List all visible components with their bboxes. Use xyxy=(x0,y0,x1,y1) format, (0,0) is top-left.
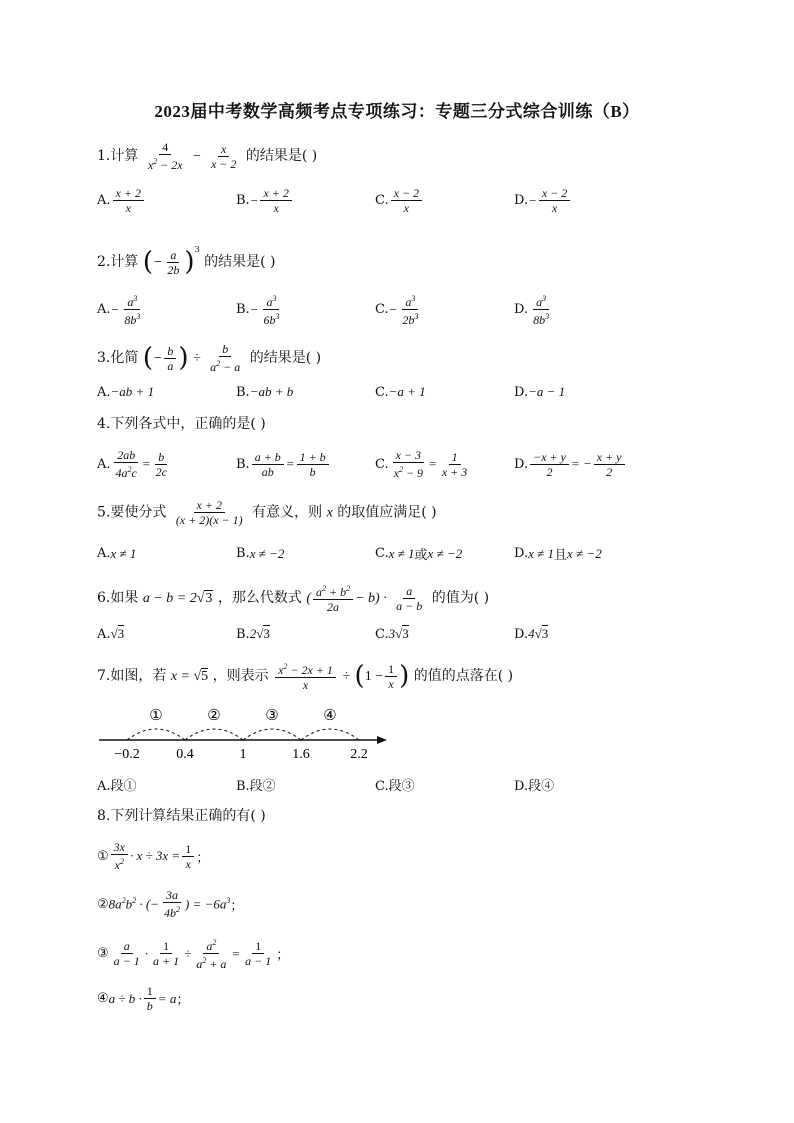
question-8: 8.下列计算结果正确的有( ) xyxy=(97,808,266,824)
segment-1-label: ① xyxy=(149,706,163,724)
q8-item-1: ① $\frac{3x}{x^2}$ · x ÷ 3x = $\frac{1}{x}$ ； xyxy=(97,840,210,872)
tick-label-neg-0-2: −0.2 xyxy=(114,747,140,762)
number-line-figure xyxy=(97,700,397,768)
q1-option-d[interactable]: D. − $\frac{x - 2}{x}$ xyxy=(514,186,653,215)
q2-option-a[interactable]: A. − $\frac{a^3}{8b^3}$ xyxy=(97,294,141,327)
segment-4-label: ④ xyxy=(323,706,337,724)
q8-item-2: ② $8a^2b^2$ · (− $\frac{3a}{4b^2}$ ) = $-6a^3$ ； xyxy=(97,888,244,920)
q1-option-a[interactable]: A. $\frac{x + 2}{x}$ xyxy=(97,186,236,215)
q5-option-c[interactable]: C. x ≠ 1 或 x ≠ −2 xyxy=(375,545,463,563)
question-7-options xyxy=(97,775,707,794)
question-5-suffix: 的取值应满足( ) xyxy=(337,504,437,521)
question-3-options xyxy=(97,384,707,400)
q4-option-a[interactable]: A. $\frac{2ab}{4a^2c}$ = $\frac{b}{2c}$ xyxy=(97,448,167,480)
tick-label-0-4: 0.4 xyxy=(176,747,194,762)
q7-option-b[interactable]: B.段② xyxy=(236,779,276,794)
question-4-options xyxy=(97,448,707,480)
question-2-options xyxy=(97,292,707,327)
q3-option-b[interactable]: B. −ab + b xyxy=(236,384,294,400)
number-line-arcs xyxy=(127,729,359,740)
number-line-arrow xyxy=(377,736,387,744)
q7-option-d[interactable]: D.段④ xyxy=(514,779,555,794)
q3-option-a[interactable]: A. −ab + 1 xyxy=(97,384,155,400)
q2-option-b[interactable]: B. − $\frac{a^3}{6b^3}$ xyxy=(236,294,280,327)
q7-option-c[interactable]: C.段③ xyxy=(375,779,415,794)
q6-option-d[interactable]: D. 4√3 xyxy=(514,626,549,642)
q1-fraction-1: $\frac{4}{x^2 - 2x}$ xyxy=(147,140,183,172)
question-5-prefix: 5.要使分式 xyxy=(97,504,167,521)
q6-option-c[interactable]: C. 3√3 xyxy=(375,626,409,642)
question-3-prefix: 3.化简 xyxy=(97,350,139,366)
q2-option-d[interactable]: D. $\frac{a^3}{8b^3}$ xyxy=(514,294,550,327)
q7-option-a[interactable]: A.段① xyxy=(97,779,137,794)
tick-label-2-2: 2.2 xyxy=(350,747,368,762)
question-2: 2.计算 (− $\frac{a}{2b}$ )$^3$ 的结果是( ) xyxy=(97,245,276,277)
question-1: 1.计算 $\frac{4}{x^2 - 2x}$ − $\frac{x}{x - 2}$ 的结果是( ) xyxy=(97,140,318,172)
q6-option-a[interactable]: A. √3 xyxy=(97,626,125,642)
question-3: 3.化简 (− $\frac{b}{a}$ ) ÷ $\frac{b}{a^2 - a}$ 的结果是( ) xyxy=(97,342,322,374)
q3-option-d[interactable]: D. −a − 1 xyxy=(514,384,566,400)
question-6: 6.如果 a − b = 2√3 ，那么代数式 ( $\frac{a^2 + b^2}{2a}$ − b) · $\frac{a}{a - b}$ 的值为( ) xyxy=(97,583,490,614)
question-2-suffix: 的结果是( ) xyxy=(204,254,276,270)
question-4: 4.下列各式中，正确的是( ) xyxy=(97,416,266,432)
segment-2-label: ② xyxy=(207,706,221,724)
q4-option-d[interactable]: D. $\frac{-x + y}{2}$ = − $\frac{x + y}{2}$ xyxy=(514,450,653,479)
question-7: 7.如图，若 x = √5 ，则表示 $\frac{x^2 - 2x + 1}{x}$ ÷ (1 − $\frac{1}{x}$ ) 的值的点落在( ) xyxy=(97,661,514,692)
question-2-prefix: 2.计算 xyxy=(97,254,139,270)
q5-option-d[interactable]: D. x ≠ 1 且 x ≠ −2 xyxy=(514,545,602,563)
question-5: 5.要使分式 $\frac{x + 2}{(x + 2)(x - 1)}$ 有意义，则 x 的取值应满足( ) xyxy=(97,498,437,527)
q2-option-c[interactable]: C. − $\frac{a^3}{2b^3}$ xyxy=(375,294,419,327)
q5-option-b[interactable]: B. x ≠ −2 xyxy=(236,545,285,561)
q8-item-3: ③ $\frac{a}{a - 1}$ · $\frac{1}{a + 1}$ ÷ $\frac{a^2}{a^2 + a}$ = $\frac{1}{a - 1}$ ； xyxy=(97,938,290,971)
q3-option-c[interactable]: C. −a + 1 xyxy=(375,384,426,400)
question-3-suffix: 的结果是( ) xyxy=(249,350,322,366)
q1-option-b[interactable]: B. − $\frac{x + 2}{x}$ xyxy=(236,186,375,215)
q8-item-4: ④ a ÷ b · $\frac{1}{b}$ = a ； xyxy=(97,984,190,1013)
tick-label-1-6: 1.6 xyxy=(292,747,310,762)
question-1-options xyxy=(97,186,707,215)
q4-option-c[interactable]: C. $\frac{x - 3}{x^2 - 9}$ = $\frac{1}{x + 3}$ xyxy=(375,448,468,480)
tick-label-1: 1 xyxy=(239,747,247,762)
question-1-prefix: 1.计算 xyxy=(97,148,139,164)
question-5-options xyxy=(97,544,707,563)
q1-fraction-2: $\frac{x}{x - 2}$ xyxy=(210,141,237,171)
q1-option-c[interactable]: C. $\frac{x - 2}{x}$ xyxy=(375,186,514,215)
q5-option-a[interactable]: A. x ≠ 1 xyxy=(97,545,137,561)
question-1-suffix: 的结果是( ) xyxy=(245,148,318,164)
segment-3-label: ③ xyxy=(265,706,279,724)
question-6-options xyxy=(97,626,707,642)
q6-option-b[interactable]: B. 2√3 xyxy=(236,626,270,642)
q4-option-b[interactable]: B. $\frac{a + b}{ab}$ = $\frac{1 + b}{b}$ xyxy=(236,450,375,479)
page-title: 2023届中考数学高频考点专项练习：专题三分式综合训练（B） xyxy=(154,102,640,121)
